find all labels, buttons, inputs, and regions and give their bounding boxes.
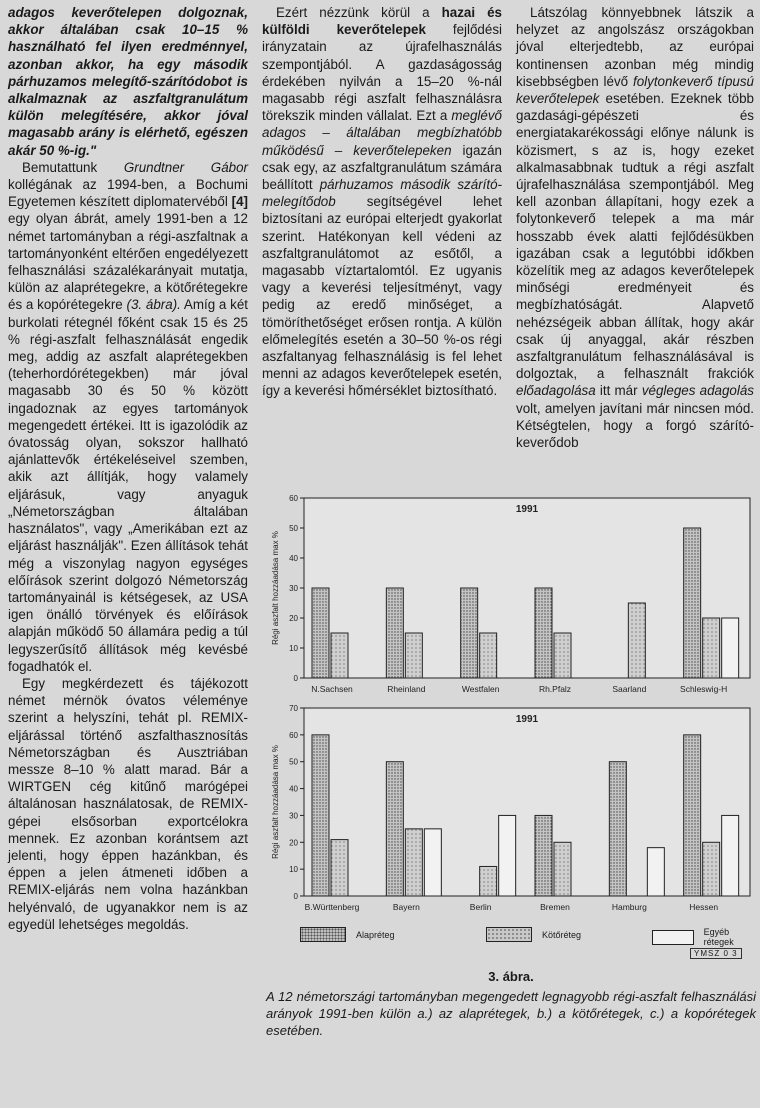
bar-k-t-r-teg <box>480 866 497 896</box>
bar-alapr-teg <box>312 588 329 678</box>
y-tick-label: 40 <box>289 784 298 794</box>
bar-chart-1 <box>262 490 758 702</box>
plot-frame <box>304 708 750 896</box>
x-tick-label: Hessen <box>689 902 719 912</box>
x-tick-label: Hamburg <box>611 902 647 912</box>
y-tick-label: 20 <box>289 614 298 623</box>
bar-egy-b-r-tegek <box>424 829 441 896</box>
y-tick-label: 20 <box>289 838 298 848</box>
archive-stamp: YMSZ 0 3 <box>690 948 742 959</box>
legend-swatch <box>652 930 694 945</box>
text-column-2 <box>262 4 502 400</box>
legend-item-kotoreteg <box>486 927 581 942</box>
x-tick-label: N.Sachsen <box>311 684 353 694</box>
chart-2-svg <box>262 700 758 920</box>
legend-label: Kötőréteg <box>542 929 582 940</box>
x-tick-label: Westfalen <box>461 684 500 694</box>
legend-swatch <box>300 927 346 942</box>
legend-item-alapreteg <box>300 927 395 942</box>
figure-caption <box>266 968 756 1039</box>
figure-caption-text: A 12 németországi tartományban megengedett legnagyobb régi-aszfalt felhasználási arányok 1991-ben külön a.) az alaprétegek, b.) a kötőrétegek, c.) a kopórétegek esetében. <box>266 989 756 1038</box>
paragraph: Ezért nézzünk körül a hazai és külföldi keverőtelepek fejlődési irányzatain az újrafelhasználás szempontjából. A gazdaságosság érdekében nyilván a 15–20 %-nál magasabb régi aszfalt felhasználásra törekszik minden vállalat. Ezt a meglévő adagos – általában megbízhatóbb működésű – keverőtelepeken igazán csak egy, az aszfaltgranulátum számára beállított párhuzamos második szárító-melegítődob segítségével lehet biztosítani az európai elterjedt gyakorlat szerint. Hatékonyan kell védeni az aszfaltgranulátomot az esőtől, a magasabb víztartalomtól. Ez ugyanis vagy a keverési teljesítményt, vagy pedig az eredő minőséget, a tömöríthetőséget erősen rontja. A külön előmelegítés esetén a 30–50 %-os régi aszfaltanyag felhasználásig is fel lehet menni az adagos keverőtelepek esetén, így a keverési hőmérséklet biztosítható. <box>262 5 503 399</box>
legend-item-egyeb <box>652 927 756 947</box>
bar-egy-b-r-tegek <box>499 815 516 896</box>
x-tick-label: Saarland <box>612 684 647 694</box>
bar-k-t-r-teg <box>331 840 348 896</box>
y-tick-label: 50 <box>289 524 298 533</box>
bar-k-t-r-teg <box>554 842 571 896</box>
bar-k-t-r-teg <box>703 842 720 896</box>
bar-k-t-r-teg <box>405 633 422 678</box>
y-axis-label: Régi aszfalt hozzáadása max % <box>271 531 280 645</box>
bar-alapr-teg <box>684 528 701 678</box>
text-column-1 <box>8 4 248 933</box>
y-tick-label: 10 <box>289 644 298 653</box>
x-tick-label: Bremen <box>540 902 570 912</box>
paragraph: Látszólag könnyebbnek látszik a helyzet az angolszász országokban jóval elterjedtebb, az európai kontinensen azonban még mindig kisebbségben lévő folytonkeverő típusú keverőtelepek esetében. Ezeknek több gazdasági-gépészeti és energiatakarékossági előnye nálunk is közismert, s az is, hogy ezeket alkalmasabbnak tudtuk a régi aszfalt újrafelhasználása szempontjából. Meg kell azonban állapítani, hogy ezek a folytonkeverő telepek a ma már hosszabb évek alatti fejlődésükben igazában csak a legutóbbi időkben közelítik meg az adagos keverőtelepek minőségi eredményeit és megbízhatóságát. Alapvető nehézségeik abban állítak, hogy akár csak új anyaggal, akár részben aszfaltgranulátum felhasználásával is dolgoztak, a felhasznált frakciók előadagolása itt már végleges adagolás volt, amelyen javítani már nincsen mód. Kétségtelen, hogy a forgó szárító-keverődob <box>516 5 754 451</box>
legend-label: Egyéb rétegek <box>703 927 734 947</box>
x-tick-label: Bayern <box>392 902 420 912</box>
paragraph: Bemutattunk Grundtner Gábor kollégának az 1994-ben, a Bochumi Egyetemen készített diplomatervéből [4] egy olyan ábrát, amely 1991-ben a 12 német tartományban a régi-aszfaltnak a tartományonként eltérően engedélyezett felhasználási százalékarányait mutatja, külön az alaprétegekre, a kötőrétegekre és a kopórétegekre (3. ábra). Amíg a két burkolati rétegnél főként csak 15 és 25 % régi-aszfalt felhasználását engedik meg, addig az aszfalt alaprétegekben (teherhordórétegekben) már jóval magasabb 30 és 50 % között ingadoznak az egyes tartományok megengedett értékei. Itt is igazolódik az óvatosság olyan, sokszor hallható ajánlattevők értékeléseivel szemben, akik azt állítják, hogy valamely eljárásuk, vagy anyaguk „Németországban általában használatos", vagy „Amerikában ezt az eljárást használják". Ezen állítások tehát még a viszonylag nagyon egységes előírások szerint dolgozó Németország tartományainál is kétségesek, az USA igen önálló törvények és előírások alapján működő 50 államára pedig a túl legyszerűsítő állítások még kevésbé fogadhatók el. <box>8 159 249 674</box>
y-tick-label: 50 <box>289 757 298 767</box>
bar-k-t-r-teg <box>703 618 720 678</box>
y-tick-label: 60 <box>289 494 298 503</box>
bar-egy-b-r-tegek <box>722 618 739 678</box>
bar-alapr-teg <box>535 588 552 678</box>
y-tick-label: 40 <box>289 554 298 563</box>
bar-alapr-teg <box>609 762 626 896</box>
bar-k-t-r-teg <box>480 633 497 678</box>
figure-number: 3. ábra. <box>488 969 534 984</box>
chart-title: 1991 <box>515 504 539 515</box>
bar-k-t-r-teg <box>554 633 571 678</box>
y-tick-label: 0 <box>293 674 298 683</box>
bar-alapr-teg <box>386 588 403 678</box>
y-tick-label: 10 <box>289 865 298 875</box>
paragraph: adagos keverőtelepen dolgoznak, akkor általában csak 10–15 % használható fel ilyen eredménnyel, azonban akkor, ha egy második párhuzamos melegítő-szárítódobot is alkalmaznak az aszfaltgranulátum külön melegítésére, akkor jóval magasabb arány is elérhető, egészen akár 50 %-ig." <box>8 5 248 158</box>
x-tick-label: B.Württenberg <box>304 902 360 912</box>
bar-alapr-teg <box>461 588 478 678</box>
chart-title: 1991 <box>515 714 539 725</box>
plot-frame <box>304 498 750 678</box>
legend-label: Alapréteg <box>356 929 395 940</box>
bar-alapr-teg <box>535 815 552 896</box>
y-tick-label: 30 <box>289 584 298 593</box>
x-tick-label: Rheinland <box>387 684 426 694</box>
bar-alapr-teg <box>312 735 329 896</box>
bar-k-t-r-teg <box>628 603 645 678</box>
y-tick-label: 0 <box>293 892 298 901</box>
y-axis-label: Régi aszfalt hozzáadása max % <box>271 745 280 859</box>
x-tick-label: Berlin <box>469 902 492 912</box>
bar-alapr-teg <box>684 735 701 896</box>
bar-egy-b-r-tegek <box>722 815 739 896</box>
x-tick-label: Rh.Pfalz <box>538 684 572 694</box>
y-tick-label: 30 <box>289 811 298 821</box>
x-tick-label: Schleswig-H <box>680 684 728 694</box>
y-tick-label: 70 <box>289 704 298 713</box>
text-column-3 <box>516 4 754 451</box>
bar-alapr-teg <box>386 762 403 896</box>
bar-chart-2 <box>262 700 758 920</box>
legend-swatch <box>486 927 532 942</box>
chart-1-svg <box>262 490 758 702</box>
y-tick-label: 60 <box>289 730 298 740</box>
bar-k-t-r-teg <box>405 829 422 896</box>
chart-legend <box>300 925 756 947</box>
bar-egy-b-r-tegek <box>647 848 664 896</box>
bar-k-t-r-teg <box>331 633 348 678</box>
paragraph: Egy megkérdezett és tájékozott német mérnök óvatos véleménye szerint a helyszíni, tehát pl. REMIX-eljárással történő aszfalthasznosítás Németországban és Ausztriában messze 8–10 % alatt marad. Bár a WIRTGEN cég kitűnő marógépei általánosan használatosak, de REMIX-gépei elsősorban exportcélokra mennek. Ez azonban korántsem azt jelenti, hogy éppen hazánkban, és éppen a jelen átmeneti időben a REMIX-eljárás nem volna hazánkban helyénvaló, de ugyanakkor nem is az egyedül lehetséges megoldás. <box>8 675 248 932</box>
